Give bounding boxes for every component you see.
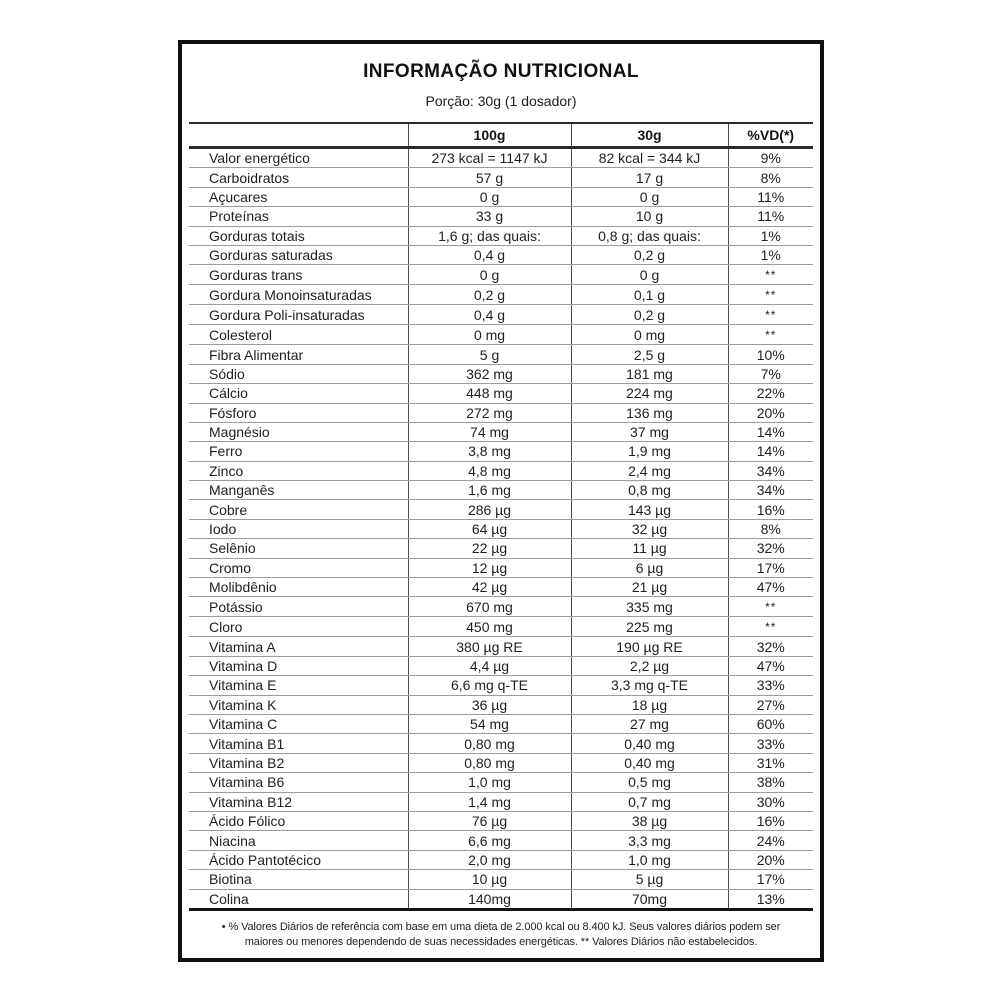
vd-percent: 13% [728, 889, 813, 909]
value-100g: 10 µg [408, 870, 571, 889]
nutrient-name: Vitamina B6 [189, 773, 408, 792]
vd-percent: 30% [728, 792, 813, 811]
value-100g: 670 mg [408, 597, 571, 617]
table-row [189, 656, 813, 675]
table-row [189, 617, 813, 637]
table-row [189, 558, 813, 577]
value-30g: 82 kcal = 344 kJ [571, 148, 728, 168]
not-established-mark: ** [765, 308, 777, 323]
vd-percent: 11% [728, 187, 813, 206]
nutrient-name: Magnésio [189, 422, 408, 441]
table-row [189, 637, 813, 656]
nutrient-name: Gorduras totais [189, 226, 408, 245]
value-100g: 36 µg [408, 695, 571, 714]
value-100g: 140mg [408, 889, 571, 909]
header-30g: 30g [571, 123, 728, 148]
value-30g: 2,4 mg [571, 461, 728, 480]
value-30g: 10 g [571, 207, 728, 226]
nutrient-name: Vitamina C [189, 714, 408, 733]
value-30g: 0,40 mg [571, 734, 728, 753]
not-established-mark: ** [765, 288, 777, 303]
table-row [189, 811, 813, 830]
value-30g: 0 mg [571, 325, 728, 345]
table-row [189, 461, 813, 480]
table-row [189, 734, 813, 753]
table-row [189, 831, 813, 850]
header-vd: %VD(*) [728, 123, 813, 148]
value-100g: 3,8 mg [408, 442, 571, 461]
nutrient-name: Vitamina B2 [189, 753, 408, 772]
nutrient-name: Colina [189, 889, 408, 909]
value-30g: 32 µg [571, 519, 728, 538]
table-row [189, 207, 813, 226]
vd-percent: 1% [728, 245, 813, 264]
vd-percent: 47% [728, 578, 813, 597]
nutrition-table-body [189, 148, 813, 910]
value-100g: 1,6 g; das quais: [408, 226, 571, 245]
nutrient-name: Valor energético [189, 148, 408, 168]
value-30g: 0,8 g; das quais: [571, 226, 728, 245]
table-row [189, 265, 813, 285]
vd-percent: 11% [728, 207, 813, 226]
value-30g: 6 µg [571, 558, 728, 577]
vd-percent: 9% [728, 148, 813, 168]
value-30g: 136 mg [571, 403, 728, 422]
vd-percent: 33% [728, 734, 813, 753]
vd-percent: 10% [728, 345, 813, 364]
table-row [189, 676, 813, 695]
value-30g: 143 µg [571, 500, 728, 519]
value-100g: 6,6 mg [408, 831, 571, 850]
value-30g: 3,3 mg [571, 831, 728, 850]
value-100g: 0 mg [408, 325, 571, 345]
value-100g: 22 µg [408, 539, 571, 558]
value-30g: 0,5 mg [571, 773, 728, 792]
vd-percent: 38% [728, 773, 813, 792]
vd-percent: 8% [728, 519, 813, 538]
value-30g: 1,9 mg [571, 442, 728, 461]
vd-percent: 32% [728, 637, 813, 656]
table-row [189, 226, 813, 245]
value-100g: 64 µg [408, 519, 571, 538]
value-100g: 0,4 g [408, 305, 571, 325]
table-row [189, 695, 813, 714]
vd-percent: 17% [728, 870, 813, 889]
value-30g: 0,1 g [571, 285, 728, 305]
table-row [189, 325, 813, 345]
value-100g: 272 mg [408, 403, 571, 422]
vd-percent: 7% [728, 364, 813, 383]
vd-percent: 1% [728, 226, 813, 245]
vd-percent [728, 597, 813, 617]
vd-percent: 32% [728, 539, 813, 558]
value-30g: 1,0 mg [571, 850, 728, 869]
header-100g: 100g [408, 123, 571, 148]
footnote [182, 920, 820, 951]
nutrient-name: Açucares [189, 187, 408, 206]
nutrient-name: Gordura Monoinsaturadas [189, 285, 408, 305]
vd-percent [728, 325, 813, 345]
nutrition-label [178, 40, 824, 962]
table-row [189, 245, 813, 264]
value-100g: 4,4 µg [408, 656, 571, 675]
value-100g: 0,2 g [408, 285, 571, 305]
value-30g: 190 µg RE [571, 637, 728, 656]
value-30g: 0,8 mg [571, 481, 728, 500]
table-row [189, 500, 813, 519]
vd-percent [728, 305, 813, 325]
header-nutrient [189, 123, 408, 148]
value-30g: 0 g [571, 187, 728, 206]
value-100g: 1,6 mg [408, 481, 571, 500]
value-100g: 5 g [408, 345, 571, 364]
value-100g: 0 g [408, 187, 571, 206]
nutrient-name: Ácido Fólico [189, 811, 408, 830]
vd-percent: 20% [728, 850, 813, 869]
table-row [189, 792, 813, 811]
nutrient-name: Gorduras saturadas [189, 245, 408, 264]
table-row [189, 870, 813, 889]
value-100g: 74 mg [408, 422, 571, 441]
vd-percent [728, 285, 813, 305]
value-30g: 37 mg [571, 422, 728, 441]
nutrient-name: Vitamina A [189, 637, 408, 656]
value-100g: 286 µg [408, 500, 571, 519]
value-100g: 448 mg [408, 384, 571, 403]
value-100g: 380 µg RE [408, 637, 571, 656]
vd-percent: 47% [728, 656, 813, 675]
value-100g: 273 kcal = 1147 kJ [408, 148, 571, 168]
nutrient-name: Zinco [189, 461, 408, 480]
table-row [189, 148, 813, 168]
nutrient-name: Ferro [189, 442, 408, 461]
nutrient-name: Fósforo [189, 403, 408, 422]
vd-percent: 60% [728, 714, 813, 733]
table-row [189, 285, 813, 305]
value-30g: 11 µg [571, 539, 728, 558]
value-30g: 27 mg [571, 714, 728, 733]
value-30g: 0,2 g [571, 245, 728, 264]
vd-percent: 24% [728, 831, 813, 850]
value-30g: 2,2 µg [571, 656, 728, 675]
table-row [189, 519, 813, 538]
not-established-mark: ** [765, 268, 777, 283]
vd-percent: 34% [728, 481, 813, 500]
table-row [189, 753, 813, 772]
vd-percent: 14% [728, 422, 813, 441]
table-row [189, 850, 813, 869]
table-row [189, 889, 813, 909]
portion-text: Porção: 30g (1 dosador) [425, 93, 577, 109]
nutrient-name: Proteínas [189, 207, 408, 226]
value-100g: 42 µg [408, 578, 571, 597]
value-100g: 1,0 mg [408, 773, 571, 792]
vd-percent: 20% [728, 403, 813, 422]
value-30g: 38 µg [571, 811, 728, 830]
nutrient-name: Gordura Poli-insaturadas [189, 305, 408, 325]
value-100g: 57 g [408, 168, 571, 187]
nutrient-name: Cálcio [189, 384, 408, 403]
nutrient-name: Selênio [189, 539, 408, 558]
vd-percent: 8% [728, 168, 813, 187]
value-30g: 2,5 g [571, 345, 728, 364]
table-row [189, 422, 813, 441]
nutrient-name: Iodo [189, 519, 408, 538]
nutrient-name: Ácido Pantotécico [189, 850, 408, 869]
value-100g: 6,6 mg q-TE [408, 676, 571, 695]
not-established-mark: ** [765, 620, 777, 635]
vd-percent: 33% [728, 676, 813, 695]
nutrient-name: Vitamina D [189, 656, 408, 675]
nutrient-name: Biotina [189, 870, 408, 889]
vd-percent: 16% [728, 500, 813, 519]
table-row [189, 597, 813, 617]
value-100g: 54 mg [408, 714, 571, 733]
nutrient-name: Vitamina B1 [189, 734, 408, 753]
footnote-line: maiores ou menores dependendo de suas necessidades energéticas. ** Valores Diários não estabelecidos. [244, 936, 758, 949]
table-row [189, 187, 813, 206]
nutrient-name: Manganês [189, 481, 408, 500]
nutrient-name: Cloro [189, 617, 408, 637]
table-row [189, 773, 813, 792]
nutrient-name: Cromo [189, 558, 408, 577]
value-30g: 0,2 g [571, 305, 728, 325]
not-established-mark: ** [765, 328, 777, 343]
value-100g: 12 µg [408, 558, 571, 577]
nutrient-name: Cobre [189, 500, 408, 519]
table-row [189, 714, 813, 733]
nutrition-table [189, 122, 813, 911]
value-30g: 224 mg [571, 384, 728, 403]
value-100g: 450 mg [408, 617, 571, 637]
nutrient-name: Vitamina B12 [189, 792, 408, 811]
nutrient-name: Gorduras trans [189, 265, 408, 285]
vd-percent: 17% [728, 558, 813, 577]
not-established-mark: ** [765, 600, 777, 615]
nutrient-name: Sódio [189, 364, 408, 383]
value-100g: 362 mg [408, 364, 571, 383]
value-30g: 17 g [571, 168, 728, 187]
nutrient-name: Colesterol [189, 325, 408, 345]
vd-percent: 22% [728, 384, 813, 403]
nutrient-name: Potássio [189, 597, 408, 617]
table-row [189, 403, 813, 422]
table-row [189, 364, 813, 383]
value-100g: 0,80 mg [408, 734, 571, 753]
value-100g: 33 g [408, 207, 571, 226]
value-100g: 0,80 mg [408, 753, 571, 772]
label-title: INFORMAÇÃO NUTRICIONAL [363, 61, 639, 82]
value-30g: 3,3 mg q-TE [571, 676, 728, 695]
value-30g: 21 µg [571, 578, 728, 597]
table-row [189, 345, 813, 364]
value-100g: 76 µg [408, 811, 571, 830]
table-row [189, 168, 813, 187]
value-100g: 4,8 mg [408, 461, 571, 480]
vd-percent [728, 617, 813, 637]
value-30g: 225 mg [571, 617, 728, 637]
value-30g: 18 µg [571, 695, 728, 714]
nutrient-name: Niacina [189, 831, 408, 850]
nutrient-name: Vitamina E [189, 676, 408, 695]
value-30g: 0,40 mg [571, 753, 728, 772]
table-row [189, 539, 813, 558]
value-30g: 5 µg [571, 870, 728, 889]
value-100g: 2,0 mg [408, 850, 571, 869]
vd-percent: 31% [728, 753, 813, 772]
vd-percent: 34% [728, 461, 813, 480]
header-row [189, 123, 813, 148]
table-row [189, 384, 813, 403]
value-30g: 335 mg [571, 597, 728, 617]
value-30g: 0 g [571, 265, 728, 285]
vd-percent: 14% [728, 442, 813, 461]
value-100g: 0,4 g [408, 245, 571, 264]
table-row [189, 578, 813, 597]
value-30g: 0,7 mg [571, 792, 728, 811]
nutrient-name: Molibdênio [189, 578, 408, 597]
table-row [189, 442, 813, 461]
vd-percent: 27% [728, 695, 813, 714]
table-row [189, 305, 813, 325]
value-30g: 181 mg [571, 364, 728, 383]
vd-percent [728, 265, 813, 285]
nutrient-name: Carboidratos [189, 168, 408, 187]
table-row [189, 481, 813, 500]
vd-percent: 16% [728, 811, 813, 830]
footnote-line: • % Valores Diários de referência com base em uma dieta de 2.000 kcal ou 8.400 kJ. Seus valores diários podem ser [221, 920, 781, 933]
value-100g: 0 g [408, 265, 571, 285]
value-30g: 70mg [571, 889, 728, 909]
value-100g: 1,4 mg [408, 792, 571, 811]
nutrient-name: Vitamina K [189, 695, 408, 714]
nutrient-name: Fibra Alimentar [189, 345, 408, 364]
